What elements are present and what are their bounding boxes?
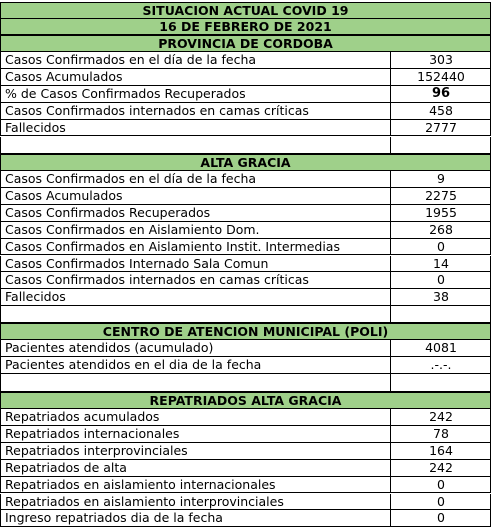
row-label: Repatriados interprovinciales: [1, 443, 391, 459]
row-value: 152440: [417, 68, 465, 84]
table-row: [0, 120, 491, 137]
table-row: [0, 460, 491, 477]
row-value: 9: [437, 171, 445, 186]
row-value: 164: [429, 442, 453, 458]
row-label: Fallecidos: [1, 120, 391, 136]
row-label: Ingreso repatriados dia de la fecha: [1, 510, 391, 526]
table-row: [0, 69, 491, 86]
table-row: [0, 239, 491, 256]
row-label: Casos Confirmados en el día de la fecha: [1, 52, 391, 68]
table-row: [0, 272, 491, 289]
table-row: [0, 188, 491, 205]
report-date: 16 DE FEBRERO DE 2021: [0, 18, 491, 35]
row-value: 0: [437, 272, 445, 288]
spacer-row: [0, 306, 491, 323]
row-label: Casos Confirmados en el día de la fecha: [1, 171, 391, 187]
row-value: 0: [437, 238, 445, 254]
row-label: Casos Confirmados internados en camas críticas: [1, 103, 391, 119]
row-label: Pacientes atendidos en el dia de la fecha: [1, 357, 391, 373]
row-label: Casos Confirmados Recuperados: [1, 205, 391, 221]
row-label: Repatriados en aislamiento internacionales: [1, 477, 391, 493]
spacer-cell: [1, 137, 391, 154]
row-value: 96: [431, 85, 451, 101]
table-row: [0, 510, 491, 527]
row-value: 4081: [425, 340, 457, 355]
row-value: 38: [433, 289, 449, 305]
row-label: Repatriados en aislamiento interprovinciales: [1, 494, 391, 510]
row-value: 2275: [425, 187, 457, 203]
section-header-repatriados-alta-gracia: REPATRIADOS ALTA GRACIA: [0, 392, 491, 409]
row-value: 242: [429, 409, 453, 424]
row-value: 14: [433, 255, 449, 271]
spacer-cell: [1, 306, 391, 322]
row-value: 458: [429, 102, 453, 118]
table-row: [0, 289, 491, 306]
row-label: Repatriados internacionales: [1, 426, 391, 442]
row-label: Casos Confirmados en Aislamiento Instit. Intermedias: [1, 239, 391, 255]
table-row: [0, 340, 491, 357]
table-row: [0, 52, 491, 69]
row-label: Pacientes atendidos (acumulado): [1, 340, 391, 356]
table-row: [0, 494, 491, 511]
row-value: 1955: [425, 204, 457, 220]
table-row: [0, 357, 491, 374]
section-header-provincia-de-cordoba: PROVINCIA DE CORDOBA: [0, 35, 491, 52]
table-row: [0, 171, 491, 188]
table-row: [0, 86, 491, 103]
spacer-row: [0, 374, 491, 392]
row-value: 0: [437, 493, 445, 509]
row-label: Repatriados de alta: [1, 460, 391, 476]
section-header-centro-de-atencion-municipal-poli: CENTRO DE ATENCION MUNICIPAL (POLI): [0, 323, 491, 340]
table-row: [0, 103, 491, 120]
table-row: [0, 222, 491, 239]
report-title: SITUACION ACTUAL COVID 19: [0, 2, 491, 19]
row-value: 242: [429, 459, 453, 475]
table-row: [0, 426, 491, 443]
row-value: .-.-.: [430, 356, 452, 372]
row-label: Fallecidos: [1, 289, 391, 305]
table-row: [0, 409, 491, 426]
row-label: Casos Confirmados Internado Sala Comun: [1, 256, 391, 272]
row-value: 2777: [425, 119, 457, 135]
row-label: Casos Confirmados internados en camas críticas: [1, 272, 391, 288]
row-label: Repatriados acumulados: [1, 409, 391, 425]
row-value: 303: [429, 52, 453, 67]
section-header-alta-gracia: ALTA GRACIA: [0, 154, 491, 171]
row-label: % de Casos Confirmados Recuperados: [1, 86, 391, 102]
row-value: 0: [437, 476, 445, 492]
table-row: [0, 443, 491, 460]
row-value: 0: [437, 510, 445, 526]
spacer-row: [0, 137, 491, 155]
row-label: Casos Confirmados en Aislamiento Dom.: [1, 222, 391, 238]
table-row: [0, 477, 491, 494]
row-value: 78: [433, 425, 449, 441]
row-label: Casos Acumulados: [1, 69, 391, 85]
spacer-cell: [1, 374, 391, 391]
row-label: Casos Acumulados: [1, 188, 391, 204]
table-row: [0, 205, 491, 222]
row-value: 268: [429, 221, 453, 237]
table-row: [0, 256, 491, 273]
